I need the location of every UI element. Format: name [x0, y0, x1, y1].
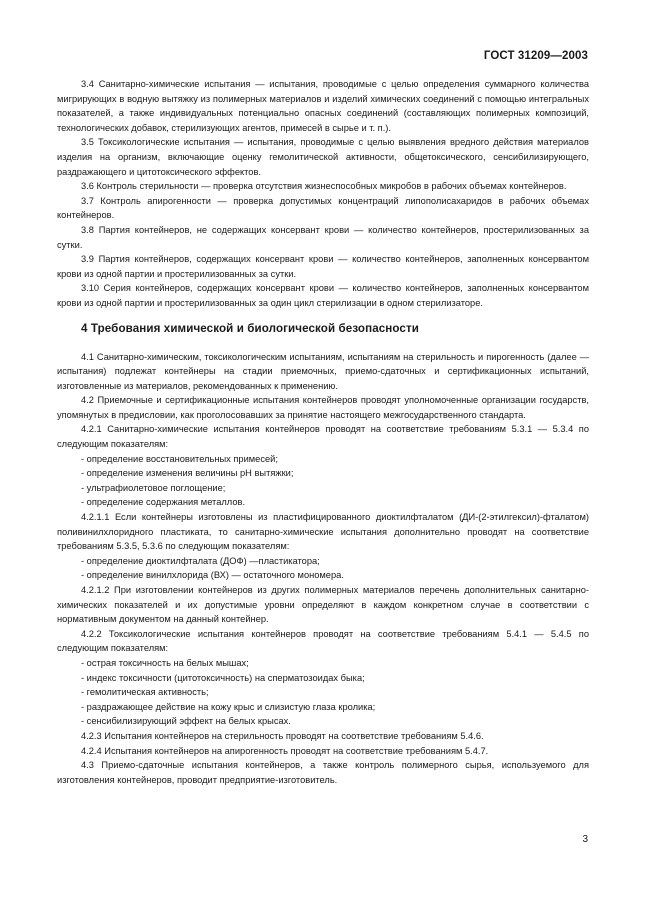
- list-item: - гемолитическая активность;: [81, 687, 209, 698]
- paragraph: 3.5 Токсикологические испытания — испытания, проводимые с целью выявления вредного действия материалов изделия на организм, включающие оценку гемолитической активности, общетоксического, сенсибилизирующего, раздражающего и цитотоксического эффектов.: [57, 137, 589, 177]
- paragraph: 3.7 Контроль апирогенности — проверка допустимых концентраций липополисахаридов в рабочих объемах контейнеров.: [57, 195, 589, 221]
- paragraph: 4.2.2 Токсикологические испытания контейнеров проводят на соответствие требованиям 5.4.1 — 5.4.5 по следующим показателям:: [57, 628, 589, 654]
- paragraph: 3.9 Партия контейнеров, содержащих консервант крови — количество контейнеров, заполненных консервантом крови из одной партии и простерилизованных за сутки.: [57, 254, 589, 279]
- list-item: - индекс токсичности (цитотоксичность) на сперматозоидах быка;: [81, 672, 365, 683]
- list-item: - определение изменения величины рН вытяжки;: [81, 468, 294, 479]
- list-item: - острая токсичность на белых мышах;: [81, 657, 249, 668]
- list-item: - сенсибилизирующий эффект на белых крысах.: [81, 716, 291, 727]
- list-item: - определение содержания металлов.: [81, 497, 246, 508]
- document-body: [57, 77, 589, 787]
- paragraph: 4.2.1.2 При изготовлении контейнеров из других полимерных материалов перечень дополнительных санитарно-химических показателей и их допустимые уровни определяют в каждом конкретном случае в соответствии с нормативным документом на данный контейнер.: [57, 585, 589, 625]
- list-item: - ультрафиолетовое поглощение;: [81, 482, 226, 493]
- requirements-block: [57, 350, 589, 788]
- definitions-block: [57, 77, 589, 311]
- list-item: - определение винилхлорида (ВХ) — остаточного мономера.: [81, 570, 344, 581]
- paragraph: 3.8 Партия контейнеров, не содержащих консервант крови — количество контейнеров, простерилизованных за сутки.: [57, 224, 589, 250]
- standard-code-header: ГОСТ 31209—2003: [483, 50, 588, 62]
- paragraph: 3.6 Контроль стерильности — проверка отсутствия жизнеспособных микробов в рабочих объемах контейнеров.: [81, 181, 567, 192]
- paragraph: 4.2.1 Санитарно-химические испытания контейнеров проводят на соответствие требованиям 5.3.1 — 5.3.4 по следующим показателям:: [57, 424, 589, 450]
- paragraph: 4.2.3 Испытания контейнеров на стерильность проводят на соответствие требованиям 5.4.6.: [81, 730, 484, 741]
- paragraph: 4.2.4 Испытания контейнеров на апирогенность проводят на соответствие требованиям 5.4.7.: [81, 745, 489, 756]
- list-item: - определение диоктилфталата (ДОФ) —пластикатора;: [81, 555, 320, 566]
- paragraph: 4.1 Санитарно-химическим, токсикологическим испытаниям, испытаниям на стерильность и пирогенность (далее — испытания) подлежат контейнеры на стадии приемочных, приемо-сдаточных и сертификационных испытаний, изготовленные из материалов, рекомендованных к применению.: [57, 351, 589, 391]
- paragraph: 4.2 Приемочные и сертификационные испытания контейнеров проводят уполномоченные организации государств, упомянутых в предисловии, как проголосовавших за принятие настоящего межгосударственного стандарта.: [57, 395, 589, 420]
- paragraph: 3.4 Санитарно-химические испытания — испытания, проводимые с целью определения суммарного количества мигрирующих в водную вытяжку из полимерных материалов и изделий химических соединений с помощью интегральных показателей, а также индивидуальных потенциально опасных соединений (составляющих полимерных композиций, технологических добавок, стерилизующих агентов, примесей в сырье и т. п.).: [57, 79, 589, 133]
- paragraph: 4.2.1.1 Если контейнеры изготовлены из пластифицированного диоктилфталатом (ДИ-(2-этилгексил)-фталатом) поливинилхлоридного пластиката, то санитарно-химические испытания дополнительно проводят на соответствие требованиям 5.3.5, 5.3.6 по следующим показателям:: [57, 512, 589, 552]
- paragraph: 4.3 Приемо-сдаточные испытания контейнеров, а также контроль полимерного сырья, используемого для изготовления контейнеров, проводит предприятие-изготовитель.: [57, 760, 589, 785]
- paragraph: 3.10 Серия контейнеров, содержащих консервант крови — количество контейнеров, заполненных консервантом крови из одной партии и простерилизованных за один цикл стерилизации в одном стерилизаторе.: [57, 283, 589, 308]
- page-number: 3: [582, 834, 588, 845]
- section-title: 4 Требования химической и биологической безопасности: [81, 321, 419, 335]
- list-item: - раздражающее действие на кожу крыс и слизистую глаза кролика;: [81, 701, 376, 712]
- list-item: - определение восстановительных примесей;: [81, 453, 278, 464]
